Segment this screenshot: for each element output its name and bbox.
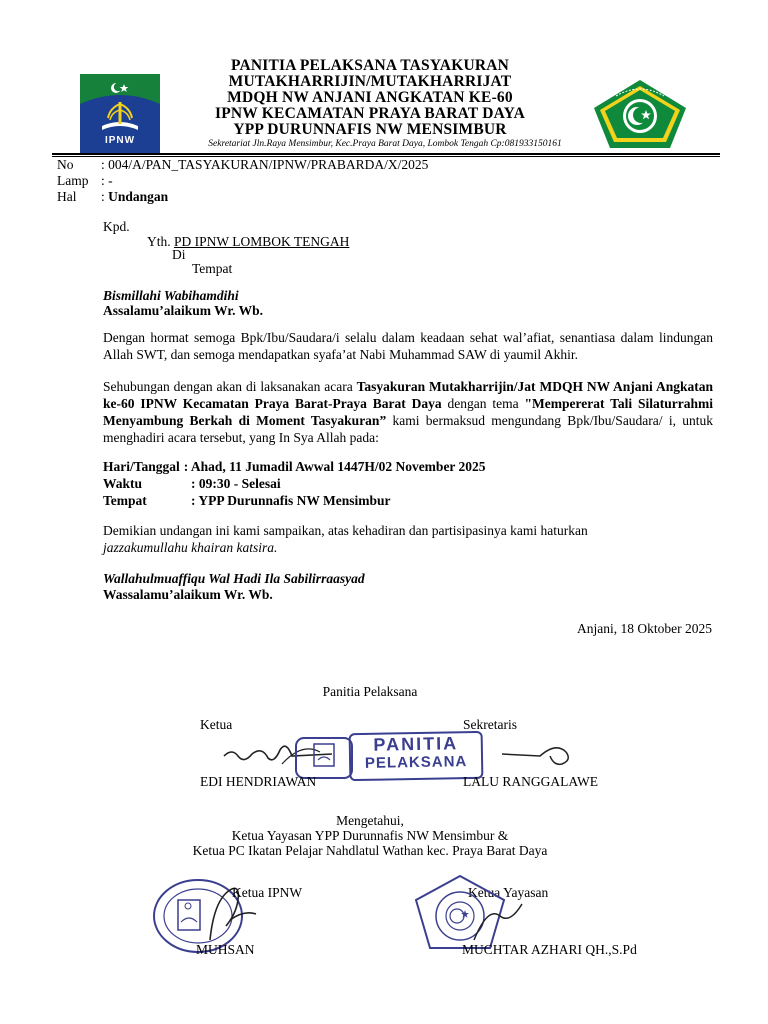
schedule-label: Hari/Tanggal: [103, 459, 180, 474]
ketua-label: Ketua: [200, 717, 233, 732]
letterhead-address: Sekretariat Jln.Raya Mensimbur, Kec.Praya Barat Daya, Lombok Tengah Cp:081933150161: [208, 139, 562, 149]
meta-colon: :: [101, 189, 109, 204]
schedule-value: : Ahad, 11 Jumadil Awwal 1447H/02 November 2025: [183, 459, 486, 474]
sekretaris-label: Sekretaris: [463, 717, 517, 732]
committee-label: Panitia Pelaksana: [322, 684, 418, 699]
meta-subject: Undangan: [108, 189, 169, 204]
recipient-kpd: Kpd.: [103, 219, 130, 234]
closing-text: Demikian undangan ini kami sampaikan, atas kehadiran dan partisipasinya kami haturkan: [103, 523, 588, 538]
meta-value: : 004/A/PAN_TASYAKURAN/IPNW/PRABARDA/X/2025: [101, 157, 429, 172]
schedule-date-row: [103, 458, 486, 475]
schedule-place-row: [103, 492, 486, 509]
meta-label: Lamp: [57, 173, 89, 188]
knowing-line-1: Ketua Yayasan YPP Durunnafis NW Mensimbur &: [231, 828, 509, 843]
closing-wallahul: Wallahulmuaffiqu Wal Hadi Ila Sabilirraasyad: [103, 571, 365, 586]
letterhead-title: [150, 58, 590, 138]
paragraph-greeting: Dengan hormat semoga Bpk/Ibu/Saudara/i selalu dalam keadaan sehat wal’afiat, senantiasa dalam lindungan Allah SWT, dan semoga mendapatkan syafa’at Nabi Muhammad SAW di yaumil Akhir.: [103, 330, 713, 362]
ketua-yayasan-signature: [470, 896, 530, 946]
ipnw-logo: [80, 74, 160, 154]
schedule-label: Tempat: [103, 493, 147, 508]
invitation-text: kami bermaksud mengundang Bpk/Ibu/Saudara/ i, untuk menghadiri acara tersebut, yang In Sya Allah pada:: [103, 413, 713, 445]
meta-subject-row: [57, 189, 428, 205]
schedule-value: : YPP Durunnafis NW Mensimbur: [191, 493, 391, 508]
title-line: PANITIA PELAKSANA TASYAKURAN: [230, 57, 510, 74]
signature-scribble-icon: [500, 738, 580, 768]
title-line: YPP DURUNNAFIS NW MENSIMBUR: [233, 121, 507, 138]
meta-attachment-row: [57, 173, 428, 189]
title-line: MUTAKHARRIJIN/MUTAKHARRIJAT: [228, 73, 512, 90]
recipient-name: PD IPNW LOMBOK TENGAH: [174, 234, 350, 249]
stamp-line-1: PANITIA: [373, 733, 459, 755]
meta-value: [101, 189, 168, 205]
invitation-text: Sehubungan dengan akan di laksanakan acara: [103, 379, 357, 394]
bismillah: Bismillahi Wabihamdihi: [103, 288, 239, 303]
meta-label: Hal: [57, 189, 77, 204]
stamp-line-2: PELAKSANA: [364, 753, 468, 772]
event-theme: "Mempererat Tali Silaturrahmi Menyambung Berkah di Moment Tasyakuran”: [103, 396, 713, 428]
signature-scribble-icon: [470, 896, 530, 946]
closing-italic: jazzakumullahu khairan katsira.: [103, 540, 278, 555]
ketua-yayasan-name: MUCHTAR AZHARI QH.,S.Pd: [462, 942, 637, 957]
event-schedule: [103, 458, 486, 509]
meta-value: : -: [101, 173, 113, 188]
meta-label: No: [57, 157, 74, 172]
closing-salam: Wassalamu’alaikum Wr. Wb.: [103, 587, 273, 602]
opening-salam: Assalamu’alaikum Wr. Wb.: [103, 303, 264, 318]
yth-prefix: Yth.: [147, 234, 171, 249]
knowing-line-2: Ketua PC Ikatan Pelajar Nahdlatul Wathan kec. Praya Barat Daya: [192, 843, 548, 858]
schedule-value: : 09:30 - Selesai: [191, 476, 281, 491]
event-name: Tasyakuran Mutakharrijin/Jat MDQH NW Anjani Angkatan ke-60 IPNW Kecamatan Praya Barat-Praya Barat Daya: [103, 379, 713, 411]
letterhead-rule: [52, 153, 720, 155]
recipient-di: Di: [172, 247, 186, 262]
ketua-ipnw-label: Ketua IPNW: [232, 885, 303, 900]
mengetahui-label: Mengetahui,: [336, 813, 404, 828]
schedule-label: Waktu: [103, 476, 143, 491]
letter-meta: [57, 157, 428, 205]
ketua-yayasan-label: Ketua Yayasan: [468, 885, 549, 900]
recipient-tempat: Tempat: [192, 261, 233, 276]
ketua-name: EDI HENDRIAWAN: [200, 774, 317, 789]
place-date: Anjani, 18 Oktober 2025: [577, 621, 712, 636]
title-line: IPNW KECAMATAN PRAYA BARAT DAYA: [215, 105, 525, 122]
sekretaris-signature: [500, 738, 580, 768]
meta-number-row: [57, 157, 428, 173]
schedule-time-row: [103, 475, 486, 492]
invitation-text: dengan tema: [441, 396, 525, 411]
title-line: MDQH NW ANJANI ANGKATAN KE-60: [227, 89, 513, 106]
sekretaris-name: LALU RANGGALAWE: [463, 774, 599, 789]
ipnw-logo-text: IPNW: [104, 135, 136, 146]
ketua-ipnw-name: MUHSAN: [196, 942, 255, 957]
paragraph-invitation: [103, 378, 713, 446]
